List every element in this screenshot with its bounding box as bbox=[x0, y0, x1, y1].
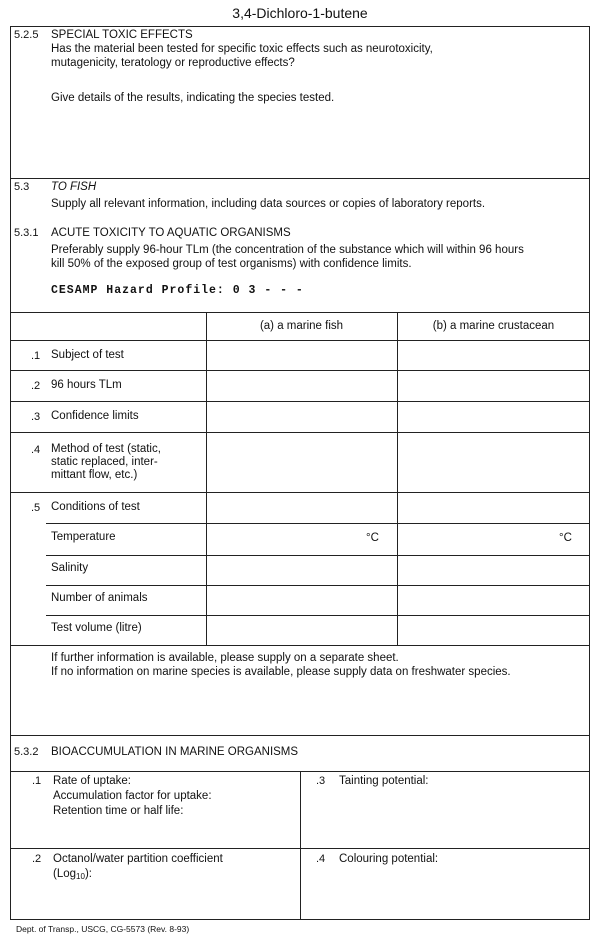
column-header-marine-fish: (a) a marine fish bbox=[259, 320, 344, 332]
table-row-border bbox=[10, 492, 590, 493]
bioaccumulation-col-divider bbox=[300, 771, 301, 920]
colouring-potential-label: Colouring potential: bbox=[339, 853, 439, 865]
row-label-subject-of-test: Subject of test bbox=[51, 349, 124, 361]
tainting-potential-label: Tainting potential: bbox=[339, 775, 429, 787]
row-label-method-of-test-line2: static replaced, inter- bbox=[51, 456, 158, 468]
subrow-label-number-of-animals: Number of animals bbox=[51, 592, 148, 604]
column-header-marine-crustacean: (b) a marine crustacean bbox=[432, 320, 555, 332]
table-row-border bbox=[10, 401, 590, 402]
section-heading-bioaccumulation: BIOACCUMULATION IN MARINE ORGANISMS bbox=[51, 746, 299, 758]
divider bbox=[10, 178, 590, 179]
row-label-conditions-of-test: Conditions of test bbox=[51, 501, 140, 513]
log-prefix: (Log bbox=[53, 868, 77, 880]
table-row-border bbox=[10, 432, 590, 433]
table-subrow-border bbox=[46, 523, 590, 524]
subrow-label-temperature: Temperature bbox=[51, 531, 116, 543]
row-number: .4 bbox=[31, 444, 41, 456]
further-info-line2: If no information on marine species is available, please supply data on freshwater species. bbox=[51, 666, 511, 678]
special-toxic-instruction: Give details of the results, indicating the species tested. bbox=[51, 92, 335, 104]
subrow-label-salinity: Salinity bbox=[51, 562, 89, 574]
octanol-water-label: Octanol/water partition coefficient bbox=[53, 853, 223, 865]
table-row-border bbox=[10, 340, 590, 341]
table-subrow-border bbox=[46, 555, 590, 556]
section-number-5-3-2: 5.3.2 bbox=[14, 746, 39, 758]
table-row-border bbox=[10, 370, 590, 371]
section-number-5-3-1: 5.3.1 bbox=[14, 227, 39, 239]
retention-time-label: Retention time or half life: bbox=[53, 805, 184, 817]
row-label-96-hours-tlm: 96 hours TLm bbox=[51, 379, 122, 391]
row-number: .5 bbox=[31, 502, 41, 514]
table-subrow-border bbox=[46, 615, 590, 616]
row-number: .3 bbox=[31, 411, 41, 423]
log-suffix: ): bbox=[84, 868, 92, 880]
item-number: .4 bbox=[316, 853, 326, 865]
page-title: 3,4-Dichloro-1-butene bbox=[232, 5, 368, 21]
section-heading-special-toxic: SPECIAL TOXIC EFFECTS bbox=[51, 29, 193, 41]
rate-of-uptake-label: Rate of uptake: bbox=[53, 775, 131, 787]
row-label-method-of-test-line3: mittant flow, etc.) bbox=[51, 469, 138, 481]
row-number: .2 bbox=[31, 380, 41, 392]
further-info-line1: If further information is available, please supply on a separate sheet. bbox=[51, 652, 399, 664]
to-fish-instruction: Supply all relevant information, including data sources or copies of laboratory reports. bbox=[51, 198, 486, 210]
row-label-confidence-limits: Confidence limits bbox=[51, 410, 139, 422]
subrow-label-test-volume: Test volume (litre) bbox=[51, 622, 142, 634]
temperature-unit-crustacean: °C bbox=[559, 532, 572, 544]
row-number: .1 bbox=[31, 350, 41, 362]
temperature-unit-fish: °C bbox=[366, 532, 379, 544]
special-toxic-question-line2: mutagenicity, teratology or reproductive effects? bbox=[51, 57, 295, 69]
table-subrow-border bbox=[46, 585, 590, 586]
item-number: .3 bbox=[316, 775, 326, 787]
item-number: .2 bbox=[32, 853, 42, 865]
section-number-5-3: 5.3 bbox=[14, 181, 30, 193]
table-bottom-border bbox=[10, 645, 590, 646]
section-heading-to-fish: TO FISH bbox=[51, 181, 97, 193]
table-col-divider-b bbox=[397, 312, 398, 645]
log-subscript: 10 bbox=[76, 872, 85, 881]
section-number-5-2-5: 5.2.5 bbox=[14, 29, 39, 41]
section-heading-acute-toxicity: ACUTE TOXICITY TO AQUATIC ORGANISMS bbox=[51, 227, 291, 239]
item-number: .1 bbox=[32, 775, 42, 787]
accumulation-factor-label: Accumulation factor for uptake: bbox=[53, 790, 212, 802]
row-label-method-of-test-line1: Method of test (static, bbox=[51, 443, 161, 455]
special-toxic-question-line1: Has the material been tested for specific toxic effects such as neurotoxicity, bbox=[51, 43, 433, 55]
cesamp-hazard-profile: CESAMP Hazard Profile: 0 3 - - - bbox=[51, 284, 304, 297]
table-top-border bbox=[10, 312, 590, 313]
acute-toxicity-line2: kill 50% of the exposed group of test organisms) with confidence limits. bbox=[51, 258, 412, 270]
divider bbox=[10, 848, 590, 849]
acute-toxicity-line1: Preferably supply 96-hour TLm (the concentration of the substance which will within 96 hours bbox=[51, 244, 524, 256]
divider bbox=[10, 735, 590, 736]
log-label bbox=[53, 868, 92, 882]
table-col-divider-a bbox=[206, 312, 207, 645]
footer-form-id: Dept. of Transp., USCG, CG-5573 (Rev. 8-93) bbox=[16, 924, 190, 934]
